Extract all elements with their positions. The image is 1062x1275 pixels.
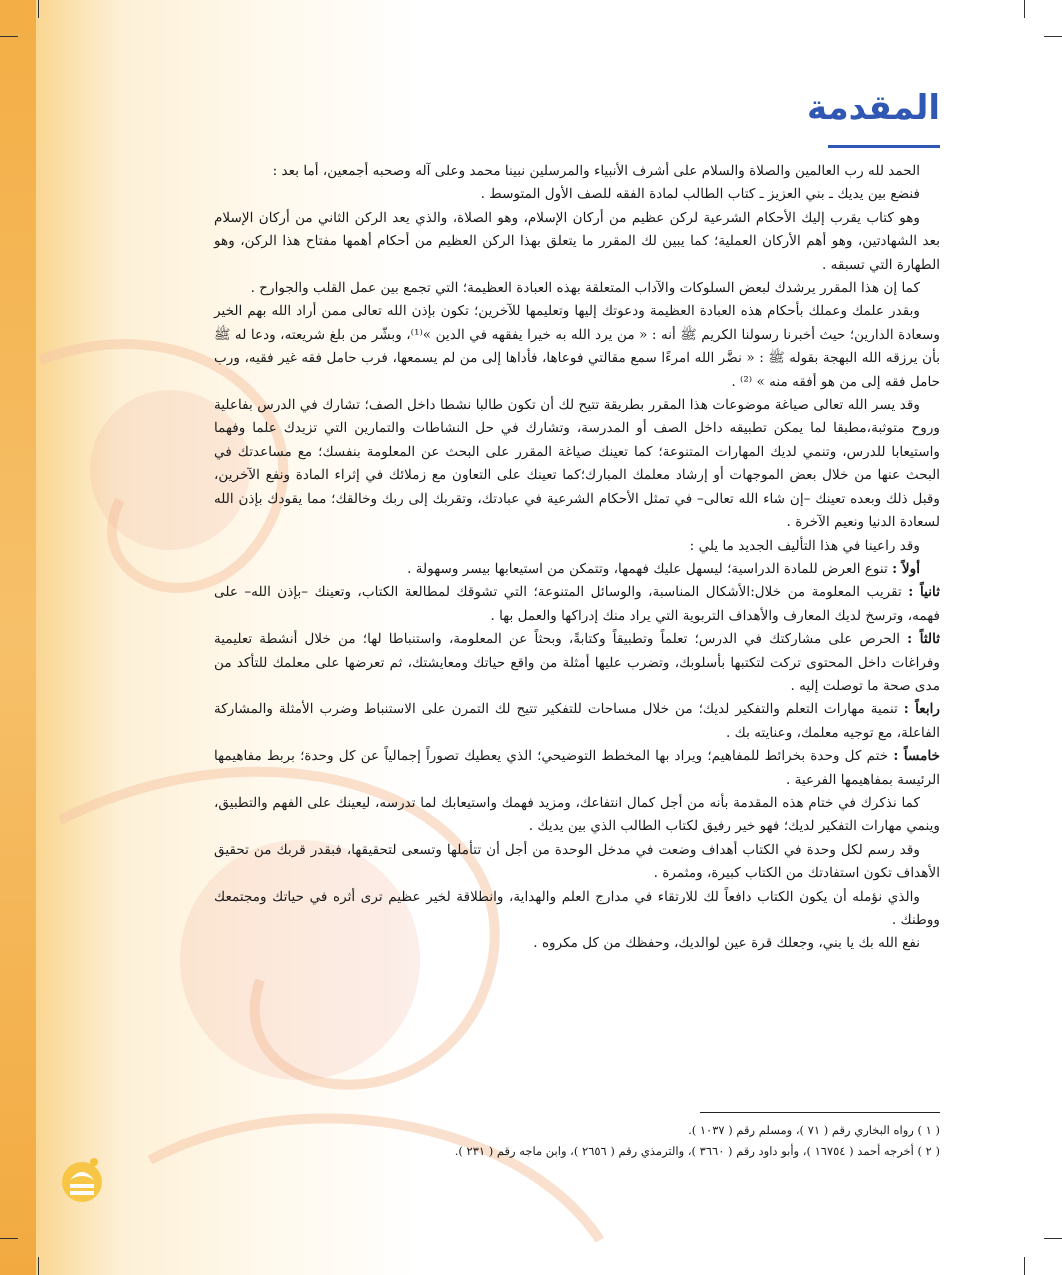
paragraph: فنضع بين يديك ـ بني العزيز ـ كتاب الطالب لمادة الفقه للصف الأول المتوسط . [480, 186, 920, 203]
crop-mark [38, 1257, 39, 1275]
page-title: المقدمة [807, 88, 940, 128]
crop-mark [38, 0, 39, 18]
list-item-text: تنمية مهارات التعلم والتفكير لديك؛ من خلال مساحات للتفكير تتيح لك التمرن على الاستنباط وضرب الأمثلة والمشاركة الفاعلة، مع توجيه معلمك، وعنايته بك . [214, 701, 940, 741]
list-item-lead: رابعاً : [903, 701, 940, 718]
paragraph: وقد يسر الله تعالى صياغة موضوعات هذا المقرر بطريقة تتيح لك أن تكون طالبا نشطا داخل الصف؛ تشارك في الدرس بفاعلية وروح متوثبة،مطبقا لما يمكن تطبيقه داخل الصف أو المدرسة، وتشارك في حل النشاطات والتمارين التي تزيدك علما وفهما واستيعابا للدرس، وتنمي لديك المهارات المتنوعة؛ كما تعينك صياغة المقرر على البحث عن المعلومة بنفسك؛ مع مساعدتك في البحث عنها من خلال بعض الموجهات أو إرشاد معلمك المبارك؛كما تعينك على التعاون مع زملائك في إثراء المادة ونفع الآخرين، وقبل ذلك وبعده تعينك –إن شاء الله تعالى– في تمثل الأحكام الشرعية في عبادتك، وتقربك إلى ربك وخالقك؛ مما يقودك بإذن الله لسعادة الدنيا ونعيم الآخرة . [214, 397, 940, 531]
list-item-text: تنوع العرض للمادة الدراسية؛ ليسهل عليك فهمها، وتتمكن من استيعابها بيسر وسهولة . [407, 560, 888, 577]
crop-mark [1044, 36, 1062, 37]
list-item-text: تقريب المعلومة من خلال:الأشكال المناسبة، والوسائل المتنوعة؛ التي تشوقك لمطالعة الكتاب، وتعينك –بإذن الله– على فهمه، وترسخ لديك المعارف والأهداف التربوية التي يراد منك إدراكها والعمل بها . [214, 584, 940, 624]
list-item-lead: ثالثاً : [907, 631, 941, 648]
footnote-separator [700, 1112, 940, 1113]
footnote: ( ٢ ) أخرجه أحمد ( ١٦٧٥٤ )، وأبو داود رقم ( ٣٦٦٠ )، والترمذي رقم ( ٢٦٥٦ )، وابن ماجه رقم ( ٢٣١ ). [454, 1144, 940, 1158]
paragraph: كما نذكرك في ختام هذه المقدمة بأنه من أجل كمال انتفاعك، ومزيد فهمك واستيعابك لما تدرسه، ليعينك على الفهم والتطبيق، وينمي مهارات التفكير لديك؛ فهو خير رفيق لكتاب الطالب الذي بين يديك . [214, 794, 940, 835]
paragraph: وقد راعينا في هذا التأليف الجديد ما يلي : [689, 537, 920, 554]
footnote: ( ١ ) رواه البخاري رقم ( ٧١ )، ومسلم رقم ( ١٠٣٧ ). [688, 1123, 940, 1137]
list-item [214, 581, 940, 628]
crop-mark [1044, 1238, 1062, 1239]
footnotes [220, 1120, 940, 1162]
list-item-lead: أولاً : [892, 560, 920, 577]
list-item [214, 745, 940, 792]
introduction-body [214, 160, 940, 956]
publisher-logo-icon [58, 1150, 106, 1210]
list-item-lead: خامساً : [893, 748, 940, 765]
crop-mark [1024, 0, 1025, 18]
list-item-lead: ثانياً : [908, 584, 940, 601]
list-item-text: ختم كل وحدة بخرائط للمفاهيم؛ ويراد بها المخطط التوضيحي؛ الذي يعطيك تصوراً إجمالياً عن كل وحدة؛ بربط مفاهيمها الرئيسة بمفاهيمها الفرعية . [214, 748, 940, 788]
paragraph: الحمد لله رب العالمين والصلاة والسلام على أشرف الأنبياء والمرسلين نبينا محمد وعلى آله وصحبه أجمعين، أما بعد : [272, 163, 920, 179]
list-item [214, 558, 940, 581]
paragraph: نفع الله بك يا بني، وجعلك قرة عين لوالديك، وحفظك من كل مكروه . [533, 935, 920, 952]
crop-mark [1024, 1257, 1025, 1275]
crop-mark [0, 1238, 18, 1239]
paragraph: والذي نؤمله أن يكون الكتاب دافعاً لك للارتقاء في مدارج العلم والهداية، وانطلاقة لخير عظيم ترى أثره في حياتك ومجتمعك ووطنك . [214, 888, 940, 928]
paragraph: كما إن هذا المقرر يرشدك لبعض السلوكات والآداب المتعلقة بهذه العبادة العظيمة؛ التي تجمع بين عمل القلب والجوارح . [250, 280, 920, 297]
paragraph: وهو كتاب يقرب إليك الأحكام الشرعية لركن عظيم من أركان الإسلام، وهو الصلاة، والذي يعد الركن الثاني من أركان الإسلام بعد الشهادتين، وهو أهم الأركان العملية؛ كما يبين لك المقرر ما يتعلق بهذا الركن العظيم من أحكام أهمها مفتاح هذا الركن، وهو الطهارة التي تسبقه . [214, 209, 940, 273]
paragraph: وقد رسم لكل وحدة في الكتاب أهداف وضعت في مدخل الوحدة من أجل أن تتأملها وتسعى لتحقيقها، فبقدر قربك من تحقيق الأهداف تكون استفادتك من الكتاب كبيرة، ومثمرة . [214, 841, 940, 882]
list-item [214, 628, 940, 698]
paragraph: وبقدر علمك وعملك بأحكام هذه العبادة العظيمة ودعوتك إليها وتعليمها للآخرين؛ تكون بإذن الله تعالى ممن أراد الله بهم الخير وسعادة الدارين؛ حيث أخبرنا رسولنا الكريم ﷺ أنه : « من يرد الله به خيرا يفقهه في الدين »⁽¹⁾، وبشّر من بلغ شريعته، ودعا له ﷺ بأن يرزقه الله البهجة بقوله ﷺ : « نضَّر الله امرءًا سمع مقالتي فوعاها، فأداها إلى من لم يسمعها، فرب حامل فقه غير فقيه، ورب حامل فقه إلى من هو أفقه منه » ⁽²⁾ . [214, 303, 940, 390]
list-item [214, 698, 940, 745]
title-underline [828, 145, 940, 148]
list-item-text: الحرص على مشاركتك في الدرس؛ تعلماً وتطبيقاً وكتابةً، وبحثاً عن المعلومة، واستنباطا لها؛ من خلال أنشطة تعليمية وفراغات داخل المحتوى تركت لتكتبها بأسلوبك، وتضرب عليها أمثلة من واقع حياتك ومعايشتك، ثم تعرضها على معلمك للتأكد من مدى صحة ما توصلت إليه . [214, 631, 940, 694]
crop-mark [0, 36, 18, 37]
